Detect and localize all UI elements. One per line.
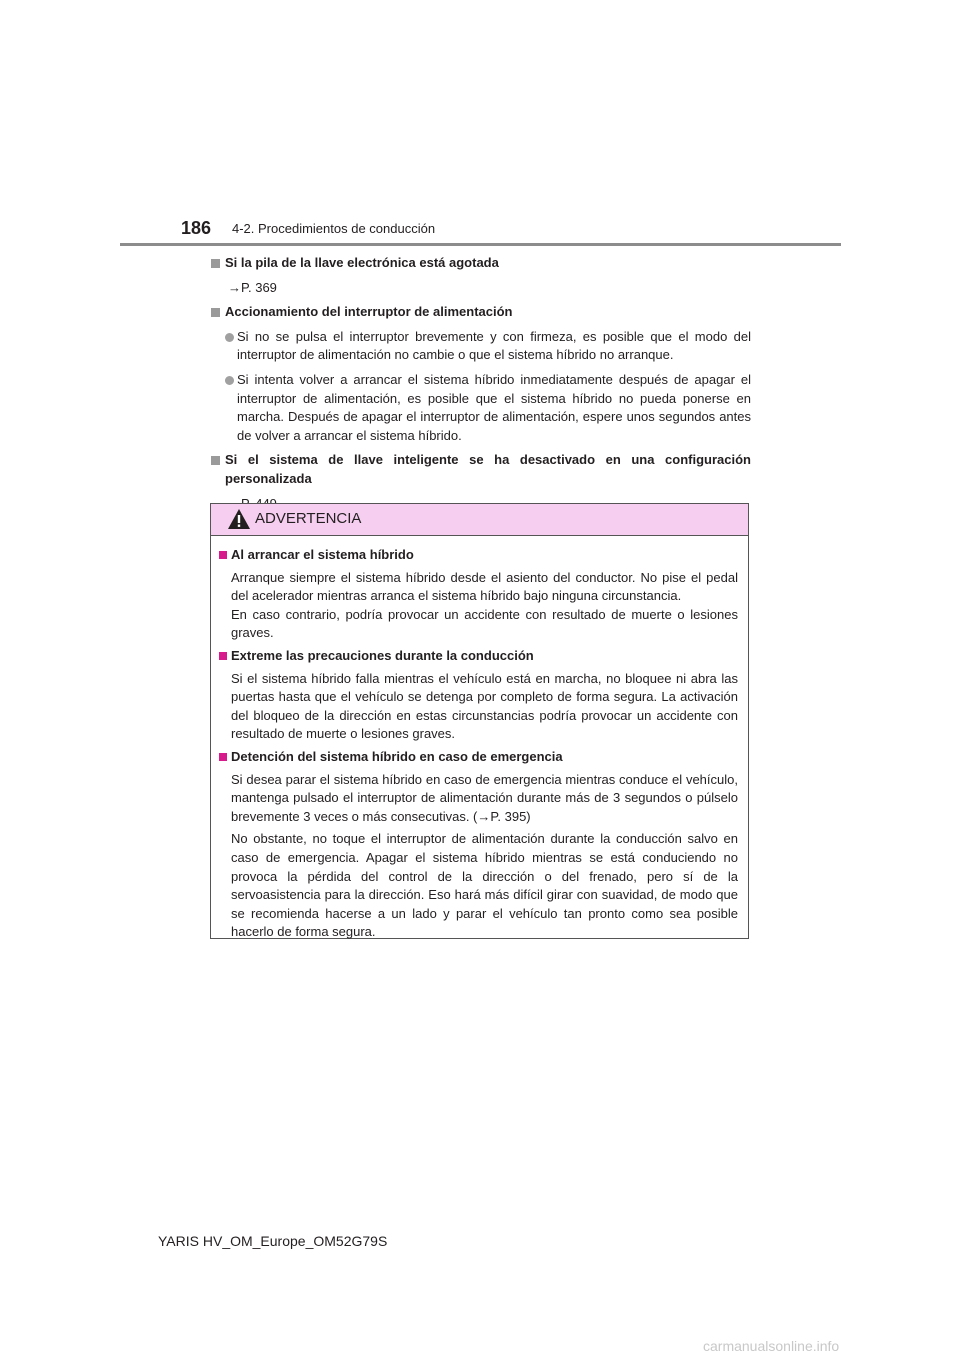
square-bullet-icon bbox=[211, 456, 220, 465]
bullet-item bbox=[211, 371, 751, 445]
bullet-text: Si no se pulsa el interruptor brevemente y con firmeza, es posible que el modo del interruptor de alimentación no cambie o que el sistema híbrido no arranque. bbox=[237, 328, 751, 363]
page-reference: →P. 369 bbox=[228, 279, 277, 295]
heading-text: Si el sistema de llave inteligente se ha desactivado en una configuración personalizada bbox=[225, 452, 751, 486]
square-bullet-icon bbox=[219, 753, 227, 761]
document-id: YARIS HV_OM_Europe_OM52G79S bbox=[158, 1233, 388, 1249]
heading-power-switch bbox=[211, 303, 751, 322]
warning-heading-driving bbox=[219, 647, 738, 666]
main-content bbox=[211, 254, 751, 519]
heading-key-battery bbox=[211, 254, 751, 273]
warning-title: ADVERTENCIA bbox=[255, 510, 362, 527]
heading-smart-key bbox=[211, 451, 751, 488]
square-bullet-icon bbox=[211, 308, 220, 317]
watermark: carmanualsonline.info bbox=[703, 1338, 840, 1354]
square-bullet-icon bbox=[219, 652, 227, 660]
warning-header bbox=[211, 504, 748, 536]
warning-heading-text: Detención del sistema híbrido en caso de emergencia bbox=[231, 748, 563, 764]
warning-paragraph: Si el sistema híbrido falla mientras el vehículo está en marcha, no bloquee ni abra las puertas hasta que el vehículo se detenga por completo de forma segura. La activación del bloqueo de la dirección en estas circunstancias podría provocar un accidente con resultado de muerte o lesiones graves. bbox=[231, 670, 738, 742]
warning-box bbox=[210, 503, 749, 939]
warning-body bbox=[211, 536, 748, 942]
warning-paragraph: Arranque siempre el sistema híbrido desde el asiento del conductor. No pise el pedal del acelerador mientras arranca el sistema híbrido bajo ninguna circunstancia. bbox=[231, 569, 738, 604]
warning-text bbox=[219, 569, 738, 643]
warning-paragraph: No obstante, no toque el interruptor de alimentación durante la conducción salvo en caso de emergencia. Apagar el sistema híbrido mientras se está conduciendo no provoca la pérdida del control de la dirección o del frenado, pero sí de la servoasistencia para la dirección. Eso hará más difícil girar con suavidad, de modo que se recomienda hacerse a un lado y parar el vehículo tan pronto como sea posible hacerlo de forma segura. bbox=[231, 831, 738, 940]
warning-paragraph: Si desea parar el sistema híbrido en caso de emergencia mientras conduce el vehículo, mantenga pulsado el interruptor de alimentación durante más de 3 segundos o púlselo brevemente 3 veces o más consecutivas. (→P. 395) bbox=[231, 771, 738, 824]
bullet-text: Si intenta volver a arrancar el sistema híbrido inmediatamente después de apagar el interruptor de alimentación, es posible que el sistema híbrido no pueda ponerse en marcha. Después de apagar el interruptor de alimentación, espere unos segundos antes de volver a arrancar el sistema híbrido. bbox=[237, 371, 751, 443]
warning-heading-text: Extreme las precauciones durante la conducción bbox=[231, 647, 534, 663]
circle-bullet-icon bbox=[225, 376, 234, 385]
warning-heading-text: Al arrancar el sistema híbrido bbox=[231, 547, 414, 562]
section-title: 4-2. Procedimientos de conducción bbox=[232, 221, 436, 236]
square-bullet-icon bbox=[219, 551, 227, 559]
circle-bullet-icon bbox=[225, 333, 234, 342]
warning-heading-emergency bbox=[219, 748, 738, 767]
warning-paragraph: En caso contrario, podría provocar un accidente con resultado de muerte o lesiones graves. bbox=[231, 606, 738, 641]
warning-triangle-icon bbox=[227, 508, 251, 530]
heading-text: Accionamiento del interruptor de alimentación bbox=[225, 304, 513, 320]
heading-text: Si la pila de la llave electrónica está agotada bbox=[225, 255, 499, 270]
bullet-item bbox=[211, 328, 751, 365]
warning-heading-start bbox=[219, 546, 738, 565]
square-bullet-icon bbox=[211, 259, 220, 268]
header-rule bbox=[120, 243, 841, 246]
page-number: 186 bbox=[181, 218, 212, 238]
